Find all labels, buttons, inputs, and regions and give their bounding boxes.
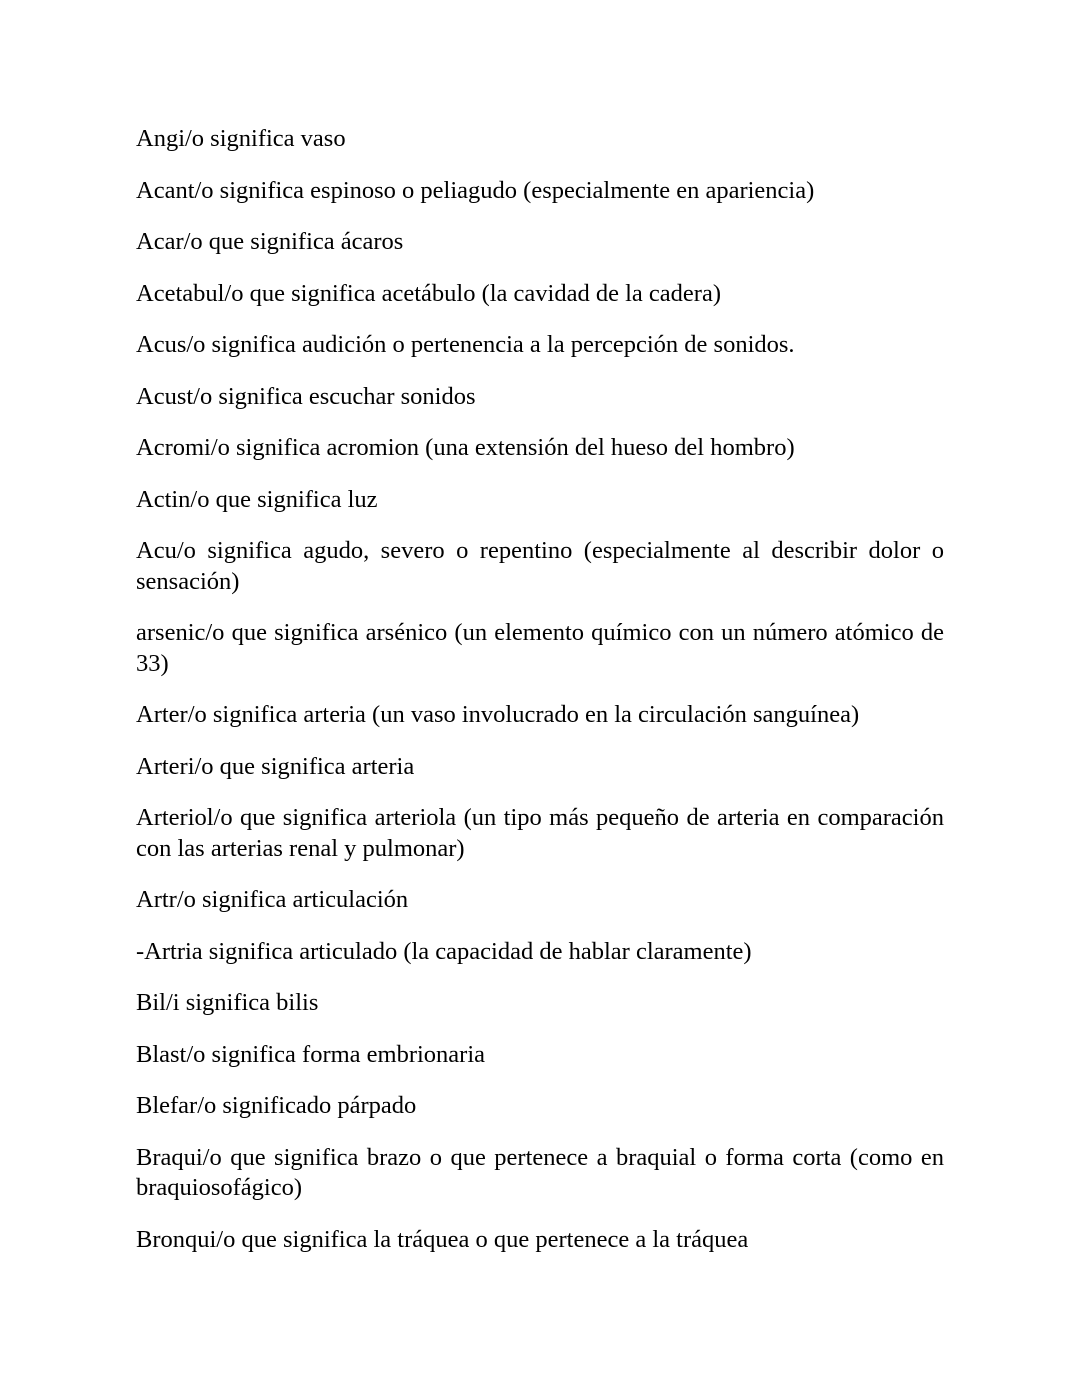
entry-acanto: Acant/o significa espinoso o peliagudo (especialmente en apariencia) (136, 176, 815, 204)
entry-bili: Bil/i significa bilis (136, 989, 319, 1016)
entry-angio: Angi/o significa vaso (136, 125, 346, 152)
entry-acromio: Acromi/o significa acromion (una extensión del hueso del hombro) (136, 434, 795, 461)
entry-arterio: Arteri/o que significa arteria (136, 752, 415, 780)
entry-acusto: Acust/o significa escuchar sonidos (136, 382, 476, 410)
entry-blasto: Blast/o significa forma embrionaria (136, 1040, 486, 1068)
document-page (136, 124, 944, 1276)
entry-artero: Arter/o significa arteria (un vaso involucrado en la circulación sanguínea) (136, 701, 860, 728)
entry-artria: -Artria significa articulado (la capacidad de hablar claramente) (136, 937, 752, 965)
entry-acuso: Acus/o significa audición o pertenencia a la percepción de sonidos. (136, 331, 795, 358)
entry-artro: Artr/o significa articulación (136, 886, 409, 913)
entry-acaro: Acar/o que significa ácaros (136, 228, 404, 255)
entry-arteriolo: Arteriol/o que significa arteriola (un tipo más pequeño de arteria en comparación con las arterias renal y pulmonar) (136, 804, 944, 862)
entry-braquio: Braqui/o que significa brazo o que pertenece a braquial o forma corta (como en braquiosofágico) (136, 1143, 944, 1201)
entry-acuo: Acu/o significa agudo, severo o repentino (especialmente al describir dolor o sensación) (136, 537, 944, 595)
entry-actino: Actin/o que significa luz (136, 485, 378, 513)
entry-acetabulo: Acetabul/o que significa acetábulo (la cavidad de la cadera) (136, 279, 721, 307)
entry-bronquio: Bronqui/o que significa la tráquea o que pertenece a la tráquea (136, 1225, 749, 1253)
entry-blefaro: Blefar/o significado párpado (136, 1092, 417, 1119)
entry-arsenico: arsenic/o que significa arsénico (un elemento químico con un número atómico de 33) (136, 619, 944, 677)
